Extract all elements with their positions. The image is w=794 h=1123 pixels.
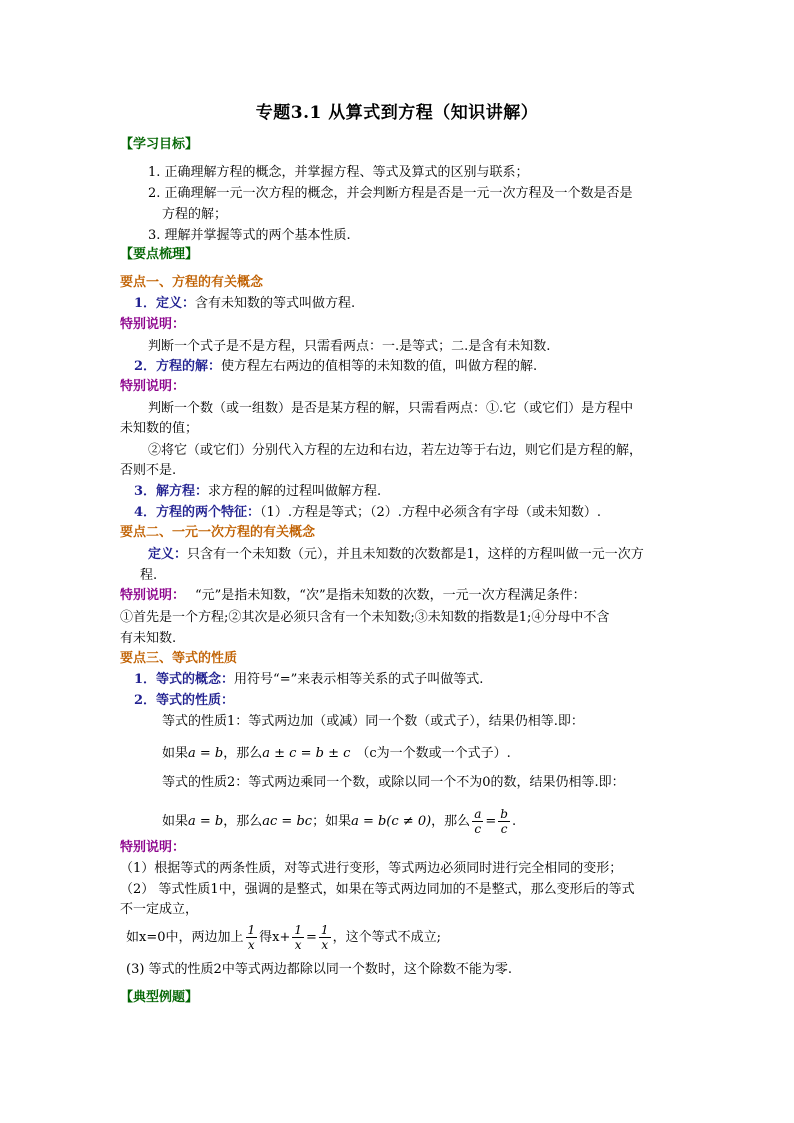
key-points-header: 【要点梳理】 [120,247,199,262]
point2-note-line2: ①首先是一个方程;②其次是必须只含有一个未知数;③未知数的指数是1;④分母中不含 [120,610,610,625]
point1-def-label: 1．定义： [134,296,196,311]
property1-if: 如果 [162,746,189,761]
point1-solve-label: 3．解方程： [134,484,209,499]
point1-solve [134,482,381,502]
note3-line4-pre: 如x=0中，两边加上 [126,930,244,945]
property2-eq2: ac = bc [262,814,313,829]
point1-note2-line4: 否则不是. [120,463,177,478]
note3-label: 特别说明： [120,840,186,855]
note3-line1: （1）根据等式的两条性质，对等式进行变形，等式两边必须同时进行完全相同的变形； [120,861,623,876]
point3-concept-label: 1．等式的概念： [134,672,235,687]
note3-line4-post: ，这个等式不成立; [332,930,441,945]
note3-line5: (3) 等式的性质2中等式两边都除以同一个数时，这个除数不能为零. [126,962,512,977]
point1-features-text: （1）.方程是等式；（2）.方程中必须含有字母（或未知数）. [260,505,601,520]
point1-note2-label: 特别说明： [120,379,186,394]
property2-eq3: a = b(c ≠ 0) [351,814,432,829]
goal-item-2-cont: 方程的解； [162,207,228,222]
fraction-1-over-x-a: $\frac{1}{x}$ [247,923,256,952]
note3-line4-eq: = [306,930,317,945]
point2-heading: 要点二、一元一次方程的有关概念 [120,525,316,540]
note3-line3: 不一定成立， [120,902,199,917]
note3-line4-mid: 得x+ [259,930,291,945]
point1-features [134,503,601,523]
point1-note1-text: 判断一个式子是不是方程，只需看两点：一.是等式；二.是含有未知数. [148,339,551,354]
point1-def-text: 含有未知数的等式叫做方程. [195,296,356,311]
point1-note2-line2: 未知数的值； [120,421,199,436]
point2-note-line3: 有未知数. [120,631,177,646]
property1-eq1: a = b [188,746,224,761]
fraction-b-over-c: $\frac{b}{c}$ [500,807,508,836]
point3-concept-text: 用符号“=”来表示相等关系的式子叫做等式. [234,672,484,687]
point2-def-line1: 只含有一个未知数（元），并且未知数的次数都是1，这样的方程叫做一元一次方 [187,547,644,562]
examples-header: 【典型例题】 [120,990,199,1005]
point1-note2-line1: 判断一个数（或一组数）是否是某方程的解，只需看两点：①.它（或它们）是方程中 [148,401,634,416]
point1-solution-label: 2．方程的解： [134,359,222,374]
point2-note-line1: “元”是指未知数，“次”是指未知数的次数，一元一次方程满足条件： [195,588,586,603]
point2-def-label: 定义： [148,547,188,562]
property2-then: ，那么 [223,814,263,829]
property1-then: ，那么 [223,746,263,761]
property2-text: 等式的性质2：等式两边乘同一个数，或除以同一个不为0的数，结果仍相等.即： [162,775,625,790]
property2-semi: ；如果 [312,814,352,829]
point1-features-label: 4．方程的两个特征： [134,505,261,520]
point2-note-label: 特别说明： [120,588,186,603]
note3-line4 [126,921,441,955]
goals-header: 【学习目标】 [120,137,199,152]
property2-end: . [511,814,517,829]
point3-heading: 要点三、等式的性质 [120,651,238,666]
fraction-1-over-x-c: $\frac{1}{x}$ [320,923,329,952]
property1-note: （c为一个数或一个式子）. [356,746,511,761]
point1-solution-text: 使方程左右两边的值相等的未知数的值，叫做方程的解. [221,359,538,374]
fraction-1-over-x-b: $\frac{1}{x}$ [294,923,303,952]
point1-solution [134,357,537,377]
property2-eqsign: = [485,814,497,829]
note3-line2: （2） 等式性质1中，强调的是整式，如果在等式两边同加的不是整式，那么变形后的等式 [120,882,635,897]
page-title: 专题3.1 从算式到方程（知识讲解） [255,103,539,123]
point2-definition [148,545,644,565]
goal-item-2: 2. 正确理解一元一次方程的概念，并会判断方程是否是一元一次方程及一个数是否是 [148,186,633,201]
point1-definition [134,294,355,314]
property1-text: 等式的性质1：等式两边加（或减）同一个数（或式子），结果仍相等.即： [162,714,584,729]
property2-eq1: a = b [188,814,224,829]
property2-formula [162,805,516,839]
point2-note [120,586,586,606]
goal-item-1: 1. 正确理解方程的概念，并掌握方程、等式及算式的区别与联系； [148,165,529,180]
goal-item-3: 3. 理解并掌握等式的两个基本性质. [148,228,351,243]
point1-note1-label: 特别说明： [120,317,186,332]
point3-concept [134,670,483,690]
fraction-a-over-c: $\frac{a}{c}$ [474,807,482,836]
point1-heading: 要点一、方程的有关概念 [120,275,264,290]
point1-solve-text: 求方程的解的过程叫做解方程. [208,484,382,499]
point1-note2-line3: ②将它（或它们）分别代入方程的左边和右边，若左边等于右边，则它们是方程的解， [148,443,643,458]
property1-eq2: a ± c = b ± c [262,746,351,761]
property2-if: 如果 [162,814,189,829]
point3-property-label: 2．等式的性质： [134,693,235,708]
point2-def-line2: 程. [140,568,158,583]
property1-formula [162,744,511,764]
property2-then2: ，那么 [431,814,471,829]
